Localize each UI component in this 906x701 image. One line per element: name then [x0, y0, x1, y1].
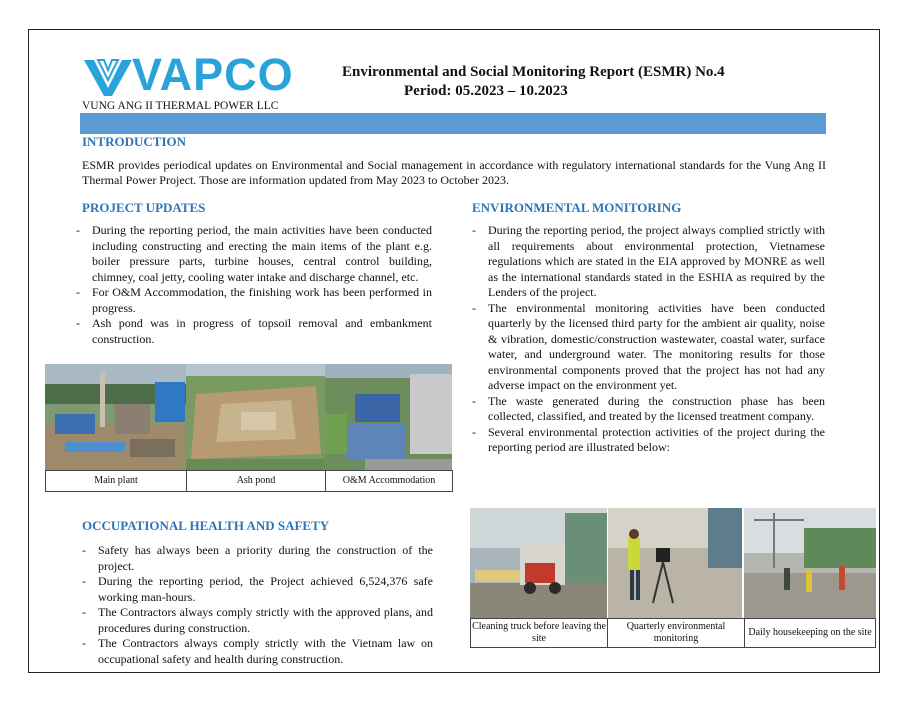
list-item: - Several environmental protection activities of the project during the reporting period are illustrated below: [472, 425, 825, 456]
list-item: - The Contractors always comply strictly with the Vietnam law on occupational safety and health during construction. [82, 636, 433, 667]
project-updates-list [76, 223, 432, 347]
ohs-heading: OCCUPATIONAL HEALTH AND SAFETY [82, 518, 330, 533]
list-item: - Safety has always been a priority during the construction of the project. [82, 543, 433, 574]
ash-pond-photo [186, 364, 325, 470]
list-item: - The waste generated during the construction phase has been collected, classified, and treated by the licensed treatment company. [472, 394, 825, 425]
photo-caption: Cleaning truck before leaving the site [470, 618, 608, 648]
photo-caption: Daily housekeeping on the site [744, 618, 876, 648]
list-item: - The Contractors always comply strictly with the approved plans, and procedures during construction. [82, 605, 433, 636]
list-item: - During the reporting period, the Project achieved 6,524,376 safe working man-hours. [82, 574, 433, 605]
photo-caption: Main plant [45, 470, 187, 492]
main-plant-photo [45, 364, 186, 470]
environmental-monitoring-heading: ENVIRONMENTAL MONITORING [472, 200, 682, 215]
list-item: - During the reporting period, the project always complied strictly with all requirements about environmental protection, Vietnamese regulations which are stated in the EIA approved by MONRE as well as the international standards stated in the ESHIA as required by the Lenders of the project. [472, 223, 825, 301]
environmental-monitoring-list [472, 223, 825, 456]
photo-caption: Quarterly environmental monitoring [607, 618, 745, 648]
om-accommodation-photo [325, 364, 452, 470]
list-item: - The environmental monitoring activities have been conducted quarterly by the licensed third party for the ambient air quality, noise & vibration, domestic/construction wastewater, coastal water, surface water, and underground water. The monitoring results for those environmental components proved that the project has not had any adverse impact on the environment yet. [472, 301, 825, 394]
introduction-heading: INTRODUCTION [82, 134, 187, 149]
report-title: Environmental and Social Monitoring Report (ESMR) No.4 [342, 64, 725, 80]
daily-housekeeping-photo [744, 508, 876, 618]
introduction-text: ESMR provides periodical updates on Environmental and Social management in accordance with regulatory international standards for the Vung Ang II Thermal Power Project. Those are information updated from May 2023 to October 2023. [82, 158, 826, 188]
header-divider-bar [80, 113, 826, 134]
photo-caption: O&M Accommodation [325, 470, 453, 492]
project-updates-heading: PROJECT UPDATES [82, 200, 206, 215]
photo-caption: Ash pond [186, 470, 326, 492]
list-item: - During the reporting period, the main activities have been conducted including constructing and erecting the main items of the plant e.g. boiler pressure parts, turbine houses, central control building, chimney, coal jetty, cooling water intake and discharge channel, etc. [76, 223, 432, 285]
ohs-list [82, 543, 433, 667]
cleaning-truck-photo [470, 508, 607, 618]
list-item: - Ash pond was in progress of topsoil removal and embankment construction. [76, 316, 432, 347]
list-item: - For O&M Accommodation, the finishing work has been performed in progress. [76, 285, 432, 316]
report-period: Period: 05.2023 – 10.2023 [404, 83, 568, 99]
environmental-monitoring-photo [608, 508, 742, 618]
company-name: VUNG ANG II THERMAL POWER LLC [82, 100, 279, 112]
logo-text: VAPCO [132, 49, 294, 100]
logo-mark-icon [84, 52, 132, 96]
